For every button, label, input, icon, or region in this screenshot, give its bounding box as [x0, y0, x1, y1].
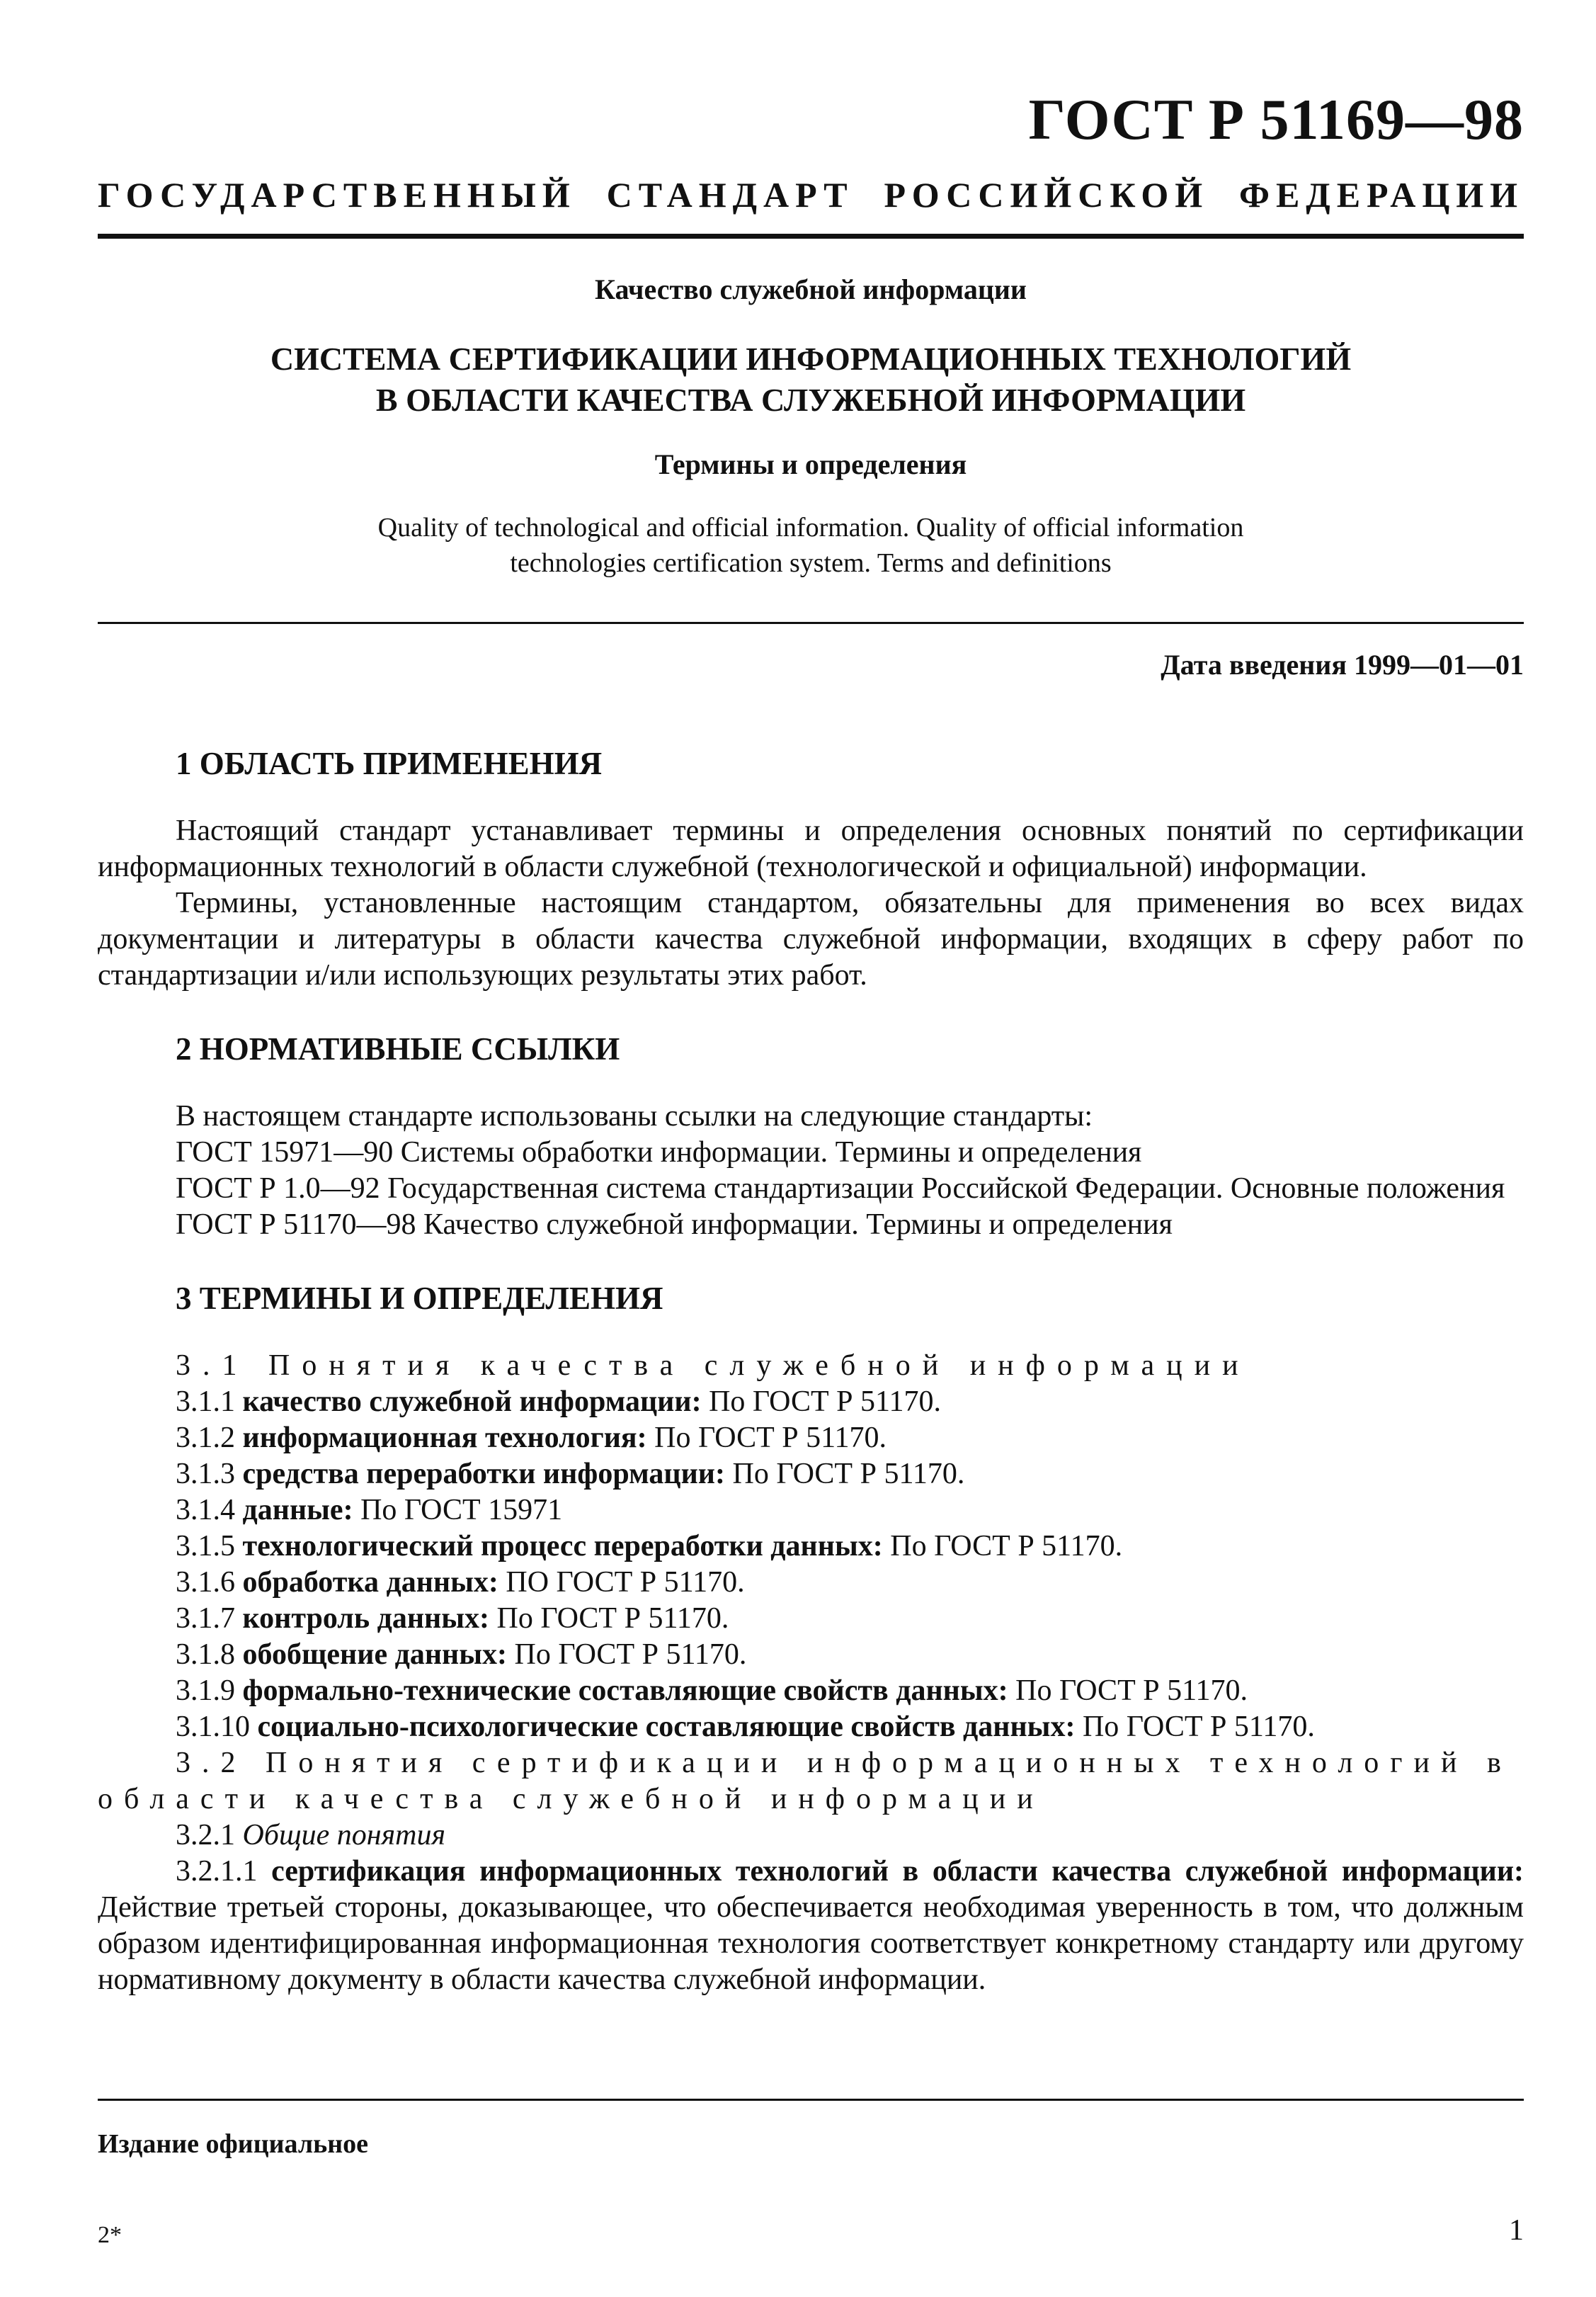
- term-line: [98, 1709, 1524, 1745]
- term-reference: По ГОСТ Р 51170.: [514, 1638, 747, 1671]
- footer-divider: [98, 2099, 1524, 2101]
- term-reference: По ГОСТ Р 51170.: [709, 1385, 941, 1418]
- term-name: контроль данных:: [242, 1602, 489, 1635]
- term-name: технологический процесс переработки данных:: [242, 1530, 883, 1562]
- subsection-3-1-title: 3.1 Понятия качества служебной информации: [176, 1349, 1250, 1382]
- band-word-2: СТАНДАРТ: [606, 175, 854, 215]
- reference-2: ГОСТ Р 1.0—92 Государственная система стандартизации Российской Федерации. Основные положения: [176, 1172, 1505, 1205]
- term-line: [98, 1456, 1524, 1492]
- term-reference: По ГОСТ Р 51170.: [732, 1458, 965, 1490]
- subsection-3-2-1: [98, 1817, 1524, 1854]
- document-body: [98, 742, 1524, 1998]
- page-number: 1: [1509, 2214, 1524, 2247]
- printer-signature-mark: 2*: [98, 2222, 122, 2248]
- term-reference: По ГОСТ Р 51170.: [496, 1602, 729, 1635]
- term-name: качество служебной информации:: [242, 1385, 702, 1418]
- reference-1: ГОСТ 15971—90 Системы обработки информации. Термины и определения: [176, 1136, 1142, 1169]
- term-name: обобщение данных:: [242, 1638, 508, 1671]
- main-title-line-2: В ОБЛАСТИ КАЧЕСТВА СЛУЖЕБНОЙ ИНФОРМАЦИИ: [375, 382, 1246, 418]
- main-title-line-1: СИСТЕМА СЕРТИФИКАЦИИ ИНФОРМАЦИОННЫХ ТЕХНОЛОГИЙ: [270, 341, 1352, 377]
- term-number: 3.1.4: [176, 1494, 235, 1526]
- term-reference: По ГОСТ Р 51170.: [890, 1530, 1123, 1562]
- section-1-heading: 1 ОБЛАСТЬ ПРИМЕНЕНИЯ: [176, 746, 603, 781]
- english-title-line-2: technologies certification system. Terms and definitions: [510, 548, 1112, 578]
- term-number: 3.1.1: [176, 1385, 235, 1418]
- main-title: [98, 339, 1524, 421]
- term-name: обработка данных:: [242, 1566, 498, 1599]
- term-name: информационная технология:: [242, 1422, 647, 1454]
- subsection-3-2-1-number: 3.2.1: [176, 1819, 235, 1851]
- band-word-3: РОССИЙСКОЙ: [884, 175, 1209, 215]
- definition-3-2-1-1: [98, 1854, 1524, 1998]
- terms-list: [98, 1384, 1524, 1745]
- top-divider: [98, 234, 1524, 239]
- definition-3-2-1-1-text: Действие третьей стороны, доказывающее, что обеспечивается необходимая уверенность в том, что должным образом идентифицированная информационная технология соответствует конкретному стандарту или другому нормативному документу в области качества служебной информации.: [98, 1891, 1524, 1996]
- definition-3-2-1-1-term: сертификация информационных технологий в области качества служебной информации:: [271, 1855, 1524, 1888]
- middle-divider: [98, 622, 1524, 624]
- subsection-3-2-1-title: Общие понятия: [242, 1819, 446, 1851]
- english-title-line-1: Quality of technological and official information. Quality of official information: [377, 513, 1244, 543]
- series-title: Качество служебной информации: [595, 273, 1027, 305]
- section-1-paragraph-1: Настоящий стандарт устанавливает термины и определения основных понятий по сертификации информационных технологий в области служебной (технологической и официальной) информации.: [98, 815, 1524, 883]
- band-word-4: ФЕДЕРАЦИИ: [1239, 175, 1524, 215]
- term-number: 3.1.6: [176, 1566, 235, 1599]
- term-reference: По ГОСТ 15971: [360, 1494, 563, 1526]
- term-number: 3.1.9: [176, 1674, 235, 1707]
- term-reference: По ГОСТ Р 51170.: [654, 1422, 887, 1454]
- term-name: социально-психологические составляющие свойств данных:: [257, 1711, 1076, 1743]
- subsection-3-2-title-line-2: области качества служебной информации: [98, 1783, 1044, 1815]
- term-line: [98, 1601, 1524, 1637]
- band-word-1: ГОСУДАРСТВЕННЫЙ: [98, 175, 576, 215]
- term-name: средства переработки информации:: [242, 1458, 725, 1490]
- term-line: [98, 1492, 1524, 1529]
- term-line: [98, 1673, 1524, 1709]
- sub-title: Термины и определения: [654, 448, 967, 480]
- section-2-heading: 2 НОРМАТИВНЫЕ ССЫЛКИ: [176, 1031, 620, 1067]
- definition-3-2-1-1-number: 3.2.1.1: [176, 1855, 258, 1888]
- term-line: [98, 1565, 1524, 1601]
- section-2-intro: В настоящем стандарте использованы ссылки на следующие стандарты:: [176, 1100, 1093, 1133]
- term-reference: По ГОСТ Р 51170.: [1082, 1711, 1315, 1743]
- term-number: 3.1.10: [176, 1711, 250, 1743]
- term-reference: ПО ГОСТ Р 51170.: [506, 1566, 745, 1599]
- subsection-3-2-title-line-1: 3.2 Понятия сертификации информационных технологий в: [176, 1747, 1512, 1779]
- english-title: [98, 510, 1524, 581]
- term-number: 3.1.5: [176, 1530, 235, 1562]
- term-line: [98, 1384, 1524, 1420]
- official-edition-label: Издание официальное: [98, 2129, 369, 2159]
- term-number: 3.1.8: [176, 1638, 235, 1671]
- term-number: 3.1.2: [176, 1422, 235, 1454]
- term-number: 3.1.3: [176, 1458, 235, 1490]
- term-name: данные:: [242, 1494, 353, 1526]
- state-standard-band: [98, 175, 1524, 215]
- term-line: [98, 1637, 1524, 1673]
- term-line: [98, 1529, 1524, 1565]
- term-number: 3.1.7: [176, 1602, 235, 1635]
- term-line: [98, 1420, 1524, 1456]
- document-number: ГОСТ Р 51169—98: [1028, 87, 1524, 152]
- term-name: формально-технические составляющие свойств данных:: [242, 1674, 1008, 1707]
- reference-3: ГОСТ Р 51170—98 Качество служебной информации. Термины и определения: [176, 1208, 1173, 1241]
- term-reference: По ГОСТ Р 51170.: [1015, 1674, 1248, 1707]
- section-3-heading: 3 ТЕРМИНЫ И ОПРЕДЕЛЕНИЯ: [176, 1281, 663, 1316]
- section-1-paragraph-2: Термины, установленные настоящим стандартом, обязательны для применения во всех видах документации и литературы в области качества служебной информации, входящих в сферу работ по стандартизации и/или использующих результаты этих работ.: [98, 887, 1524, 992]
- introduction-date: Дата введения 1999—01—01: [1161, 649, 1524, 681]
